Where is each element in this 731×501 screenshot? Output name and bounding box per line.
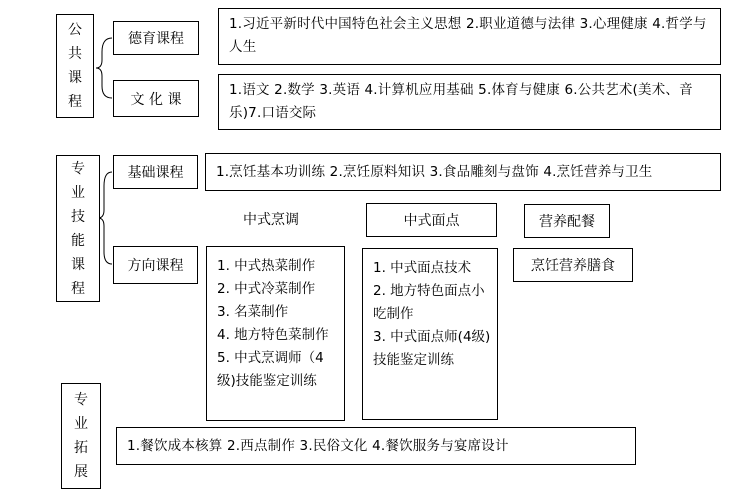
list-item: 3. 中式面点师(4级) 技能鉴定训练 <box>373 329 491 368</box>
culture-course-label: 文 化 课 <box>113 80 199 117</box>
moral-course-content: 1.习近平新时代中国特色社会主义思想 2.职业道德与法律 3.心理健康 4.哲学与人生 <box>218 8 721 65</box>
track-title-nutrition-catering: 营养配餐 <box>524 204 610 238</box>
basic-course-label: 基础课程 <box>113 155 198 189</box>
list-item: 5. 中式烹调师（4级)技能鉴定训练 <box>217 350 324 389</box>
moral-course-label: 德育课程 <box>113 21 199 55</box>
list-item: 4. 地方特色菜制作 <box>217 327 329 343</box>
direction-course-label: 方向课程 <box>113 246 198 284</box>
track-list-chinese-cooking <box>206 246 345 421</box>
professional-brace <box>98 172 112 264</box>
extension-course-label: 专 业 拓 展 <box>61 383 101 489</box>
list-item: 2. 地方特色面点小吃制作 <box>373 283 485 322</box>
list-item: 烹饪营养膳食 <box>531 258 615 274</box>
professional-course-label: 专 业 技 能 课 程 <box>56 155 100 302</box>
culture-course-content: 1.语文 2.数学 3.英语 4.计算机应用基础 5.体育与健康 6.公共艺术(美术、音乐)7.口语交际 <box>218 74 721 130</box>
list-item: 1. 中式面点技术 <box>373 260 472 276</box>
track-list-chinese-pastry <box>362 248 498 420</box>
basic-course-content: 1.烹饪基本功训练 2.烹饪原料知识 3.食品雕刻与盘饰 4.烹饪营养与卫生 <box>205 153 721 191</box>
extension-course-content: 1.餐饮成本核算 2.西点制作 3.民俗文化 4.餐饮服务与宴席设计 <box>116 427 636 465</box>
list-item: 1. 中式热菜制作 <box>217 258 316 274</box>
list-item: 3. 名菜制作 <box>217 304 289 320</box>
track-title-chinese-pastry: 中式面点 <box>366 203 497 237</box>
list-item: 2. 中式冷菜制作 <box>217 281 316 297</box>
public-brace <box>96 38 112 98</box>
track-title-chinese-cooking: 中式烹调 <box>243 212 299 228</box>
public-course-label: 公 共 课 程 <box>56 14 94 118</box>
track-list-nutrition-catering <box>513 248 633 282</box>
